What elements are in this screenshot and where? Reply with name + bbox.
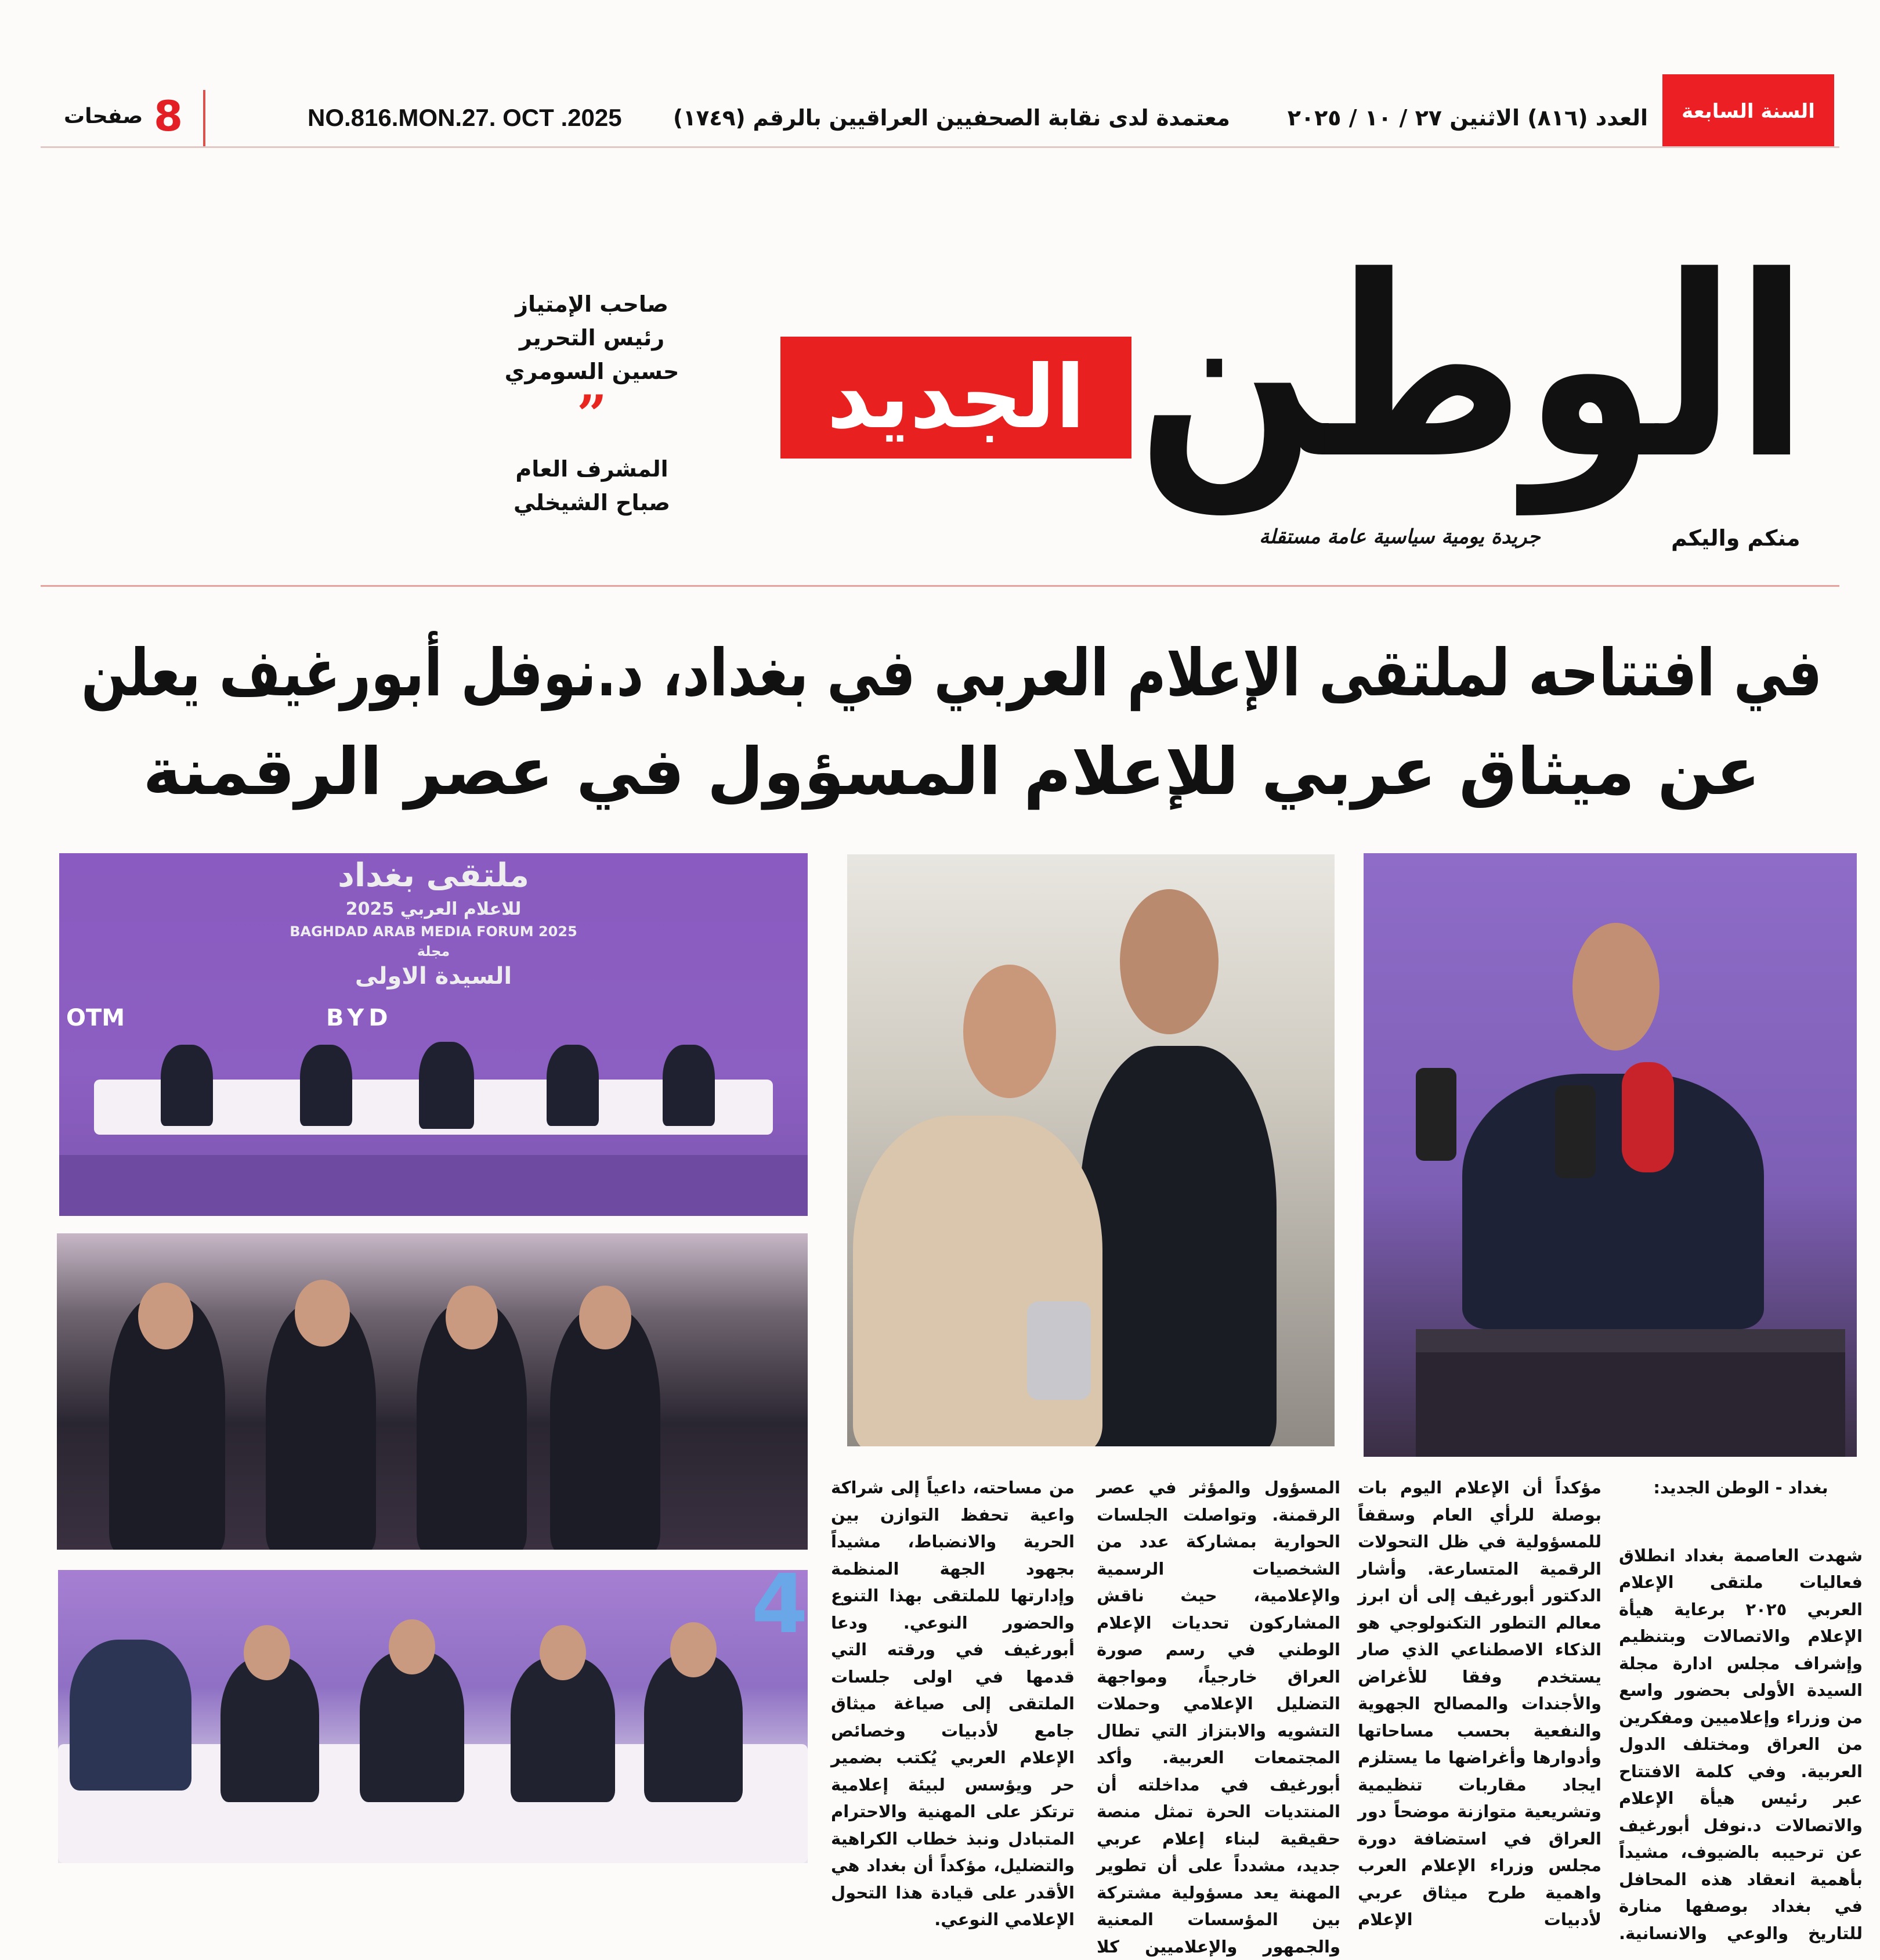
panelist bbox=[300, 1045, 352, 1126]
panelist bbox=[161, 1045, 213, 1126]
accreditation-note: معتمدة لدى نقابة الصحفيين العراقيين بالرقم (١٧٤٩) bbox=[673, 105, 1230, 131]
dateline: بغداد - الوطن الجديد: bbox=[1653, 1478, 1828, 1497]
article-column-2 bbox=[1358, 1474, 1601, 1933]
editorial-block bbox=[476, 287, 708, 519]
photo-audience bbox=[57, 1233, 808, 1550]
slogan: منكم واليكم bbox=[1671, 525, 1801, 551]
panelist-head bbox=[670, 1622, 717, 1677]
header-rule bbox=[41, 146, 1839, 148]
magazine-name: السيدة الاولى bbox=[355, 963, 512, 990]
speaker-head bbox=[1572, 923, 1660, 1051]
banner-title: ملتقى بغداد bbox=[338, 857, 529, 894]
logo-red-box bbox=[780, 337, 1131, 459]
magazine-label: مجلة bbox=[417, 943, 450, 959]
logo-red: الجديد bbox=[826, 347, 1086, 448]
masthead-rule bbox=[41, 585, 1839, 587]
panelist bbox=[547, 1045, 599, 1126]
article-text: مؤكداً أن الإعلام اليوم بات بوصلة للرأي العام وسقفاً للمسؤولية في ظل التحولات الرقمية المتسارعة. وأشار الدكتور أبورغيف إلى أن ابرز معالم التطور التكنولوجي هو الذكاء الاصطناعي الذي صار يستخدم وفقا للأغراض والأجندات والمصالح الجهوية والنفعية بحسب مساحاتها وأدوارها وأغراضها ما يستلزم ايجاد مقاربات تنظيمية وتشريعية متوازنة موضحاً دور العراق في استضافة دورة مجلس وزراء الإعلام العرب واهمية طرح ميثاق عربي لأدبيات الإعلام bbox=[1358, 1478, 1601, 1929]
logo-main: الوطن bbox=[1137, 223, 1807, 514]
phone bbox=[1027, 1301, 1091, 1400]
chief-name: حسين السومري bbox=[504, 359, 679, 384]
sponsor-otm: OTM bbox=[66, 1005, 125, 1031]
panelist bbox=[70, 1640, 191, 1791]
panelist-head bbox=[389, 1619, 435, 1674]
logo-main-box bbox=[1137, 223, 1807, 514]
banner-subtitle: للاعلام العربي 2025 bbox=[345, 899, 522, 919]
article-text: المسؤول والمؤثر في عصر الرقمنة. وتواصلت الجلسات الحوارية بمشاركة عدد من الشخصيات الرسمية والإعلامية، حيث ناقش المشاركون تحديات الإعلام الوطني في رسم صورة العراق خارجياً، ومواجهة التضليل الإعلامي وحملات التشويه والابتزاز التي تطال المجتمعات العربية. وأكد أبورغيف في مداخلته أن المنتديات الحرة تمثل منصة حقيقية لبناء إعلام عربي جديد، مشدداً على أن تطوير المهنة يعد مسؤولية مشتركة بين المؤسسات المعنية والجمهور والإعلاميين كلا bbox=[1097, 1478, 1340, 1957]
descriptor: جريدة يومية سياسية عامة مستقلة bbox=[1259, 525, 1541, 548]
attendee-head bbox=[138, 1283, 193, 1349]
photo-forum-stage bbox=[59, 853, 808, 1216]
article-text: شهدت العاصمة بغداد انطلاق فعاليات ملتقى الإعلام العربي ٢٠٢٥ برعاية هيأة الإعلام والاتصالات وبتنظيم وإشراف مجلس ادارة مجلة السيدة الأولى بحضور واسع من وزراء وإعلاميين ومفكرين من العراق ومختلف الدول العربية. وفي كلمة الافتتاح عبر رئيس هيأة الإعلام والاتصالات د.نوفل أبورغيف عن ترحيبه بالضيوف، مشيداً بأهمية انعقاد هذه المحافل في بغداد بوصفها منارة للتاريخ والوعي والانسانية. bbox=[1619, 1545, 1863, 1943]
attendee-head bbox=[446, 1286, 498, 1349]
owner-title: صاحب الإمتياز bbox=[515, 291, 668, 317]
photo-speaker-podium bbox=[1364, 853, 1857, 1457]
microphone-icon bbox=[1416, 1068, 1456, 1161]
article-column-4 bbox=[831, 1474, 1075, 1933]
chief-title: رئيس التحرير bbox=[519, 325, 665, 351]
panelist bbox=[419, 1042, 474, 1129]
headline-line-1-box bbox=[81, 624, 1822, 723]
attendee-head bbox=[579, 1286, 631, 1349]
microphone-icon bbox=[1622, 1062, 1674, 1172]
issue-date-arabic-box bbox=[1265, 103, 1648, 132]
stage-logo-4: 4 bbox=[751, 1570, 808, 1652]
podium-top bbox=[1416, 1329, 1845, 1352]
banner-english: BAGHDAD ARAB MEDIA FORUM 2025 bbox=[290, 923, 577, 940]
separator bbox=[203, 90, 205, 148]
panelist-head bbox=[244, 1625, 290, 1680]
young-man-head bbox=[963, 965, 1056, 1098]
issue-date-english: NO.816.MON.27. OCT .2025 bbox=[308, 104, 622, 131]
issue-date-arabic: العدد (٨١٦) الاثنين ٢٧ / ١٠ / ٢٠٢٥ bbox=[1287, 105, 1648, 131]
quote-icon: ” bbox=[577, 384, 607, 445]
article-column-1 bbox=[1619, 1474, 1863, 1947]
year-badge: السنة السابعة bbox=[1662, 74, 1834, 148]
podium bbox=[1416, 1335, 1845, 1457]
headline-line-1: في افتتاحه لملتقى الإعلام العربي في بغداد، د.نوفل أبورغيف يعلن bbox=[81, 636, 1822, 711]
article-text: من مساحته، داعياً إلى شراكة واعية تحفظ التوازن بين الحرية والانضباط، مشيداً بجهود الجهة المنظمة وإدارتها للملتقى بهذا التنوع والحضور النوعي. ودعا أبورغيف في ورقته التي قدمها في اولى جلسات الملتقى إلى صياغة ميثاق جامع لأدبيات وخصائص الإعلام العربي يُكتب بضمير حر ويؤسس لبيئة إعلامية ترتكز على المهنية والاحترام المتبادل ونبذ خطاب الكراهية والتضليل، مؤكداً أن بغداد هي الأقدر على قيادة هذا التحول الإعلامي النوعي. bbox=[831, 1478, 1075, 1929]
headline-line-2-box bbox=[81, 723, 1822, 821]
official bbox=[1079, 1046, 1277, 1446]
headline-line-2: عن ميثاق عربي للإعلام المسؤول في عصر الرقمنة bbox=[143, 734, 1760, 810]
speaker bbox=[1462, 1074, 1764, 1329]
panelist-head bbox=[540, 1625, 586, 1680]
supervisor-title: المشرف العام bbox=[515, 456, 668, 482]
stage-front bbox=[59, 1155, 808, 1216]
photo-panel-session bbox=[58, 1570, 808, 1863]
pages-label: صفحات bbox=[64, 104, 143, 128]
photo-selfie bbox=[847, 854, 1335, 1446]
issue-date-english-box bbox=[308, 103, 650, 132]
article-column-3 bbox=[1097, 1474, 1340, 1960]
supervisor-name: صباح الشيخلي bbox=[514, 490, 670, 515]
main-headline bbox=[81, 624, 1822, 821]
panelist bbox=[663, 1045, 715, 1126]
accreditation-box bbox=[673, 103, 1230, 132]
pages-count: 8 bbox=[154, 92, 183, 140]
sponsor-byd: BYD bbox=[326, 1005, 393, 1031]
official-head bbox=[1120, 889, 1219, 1034]
microphone-icon bbox=[1555, 1085, 1596, 1178]
attendee-head bbox=[295, 1280, 350, 1347]
